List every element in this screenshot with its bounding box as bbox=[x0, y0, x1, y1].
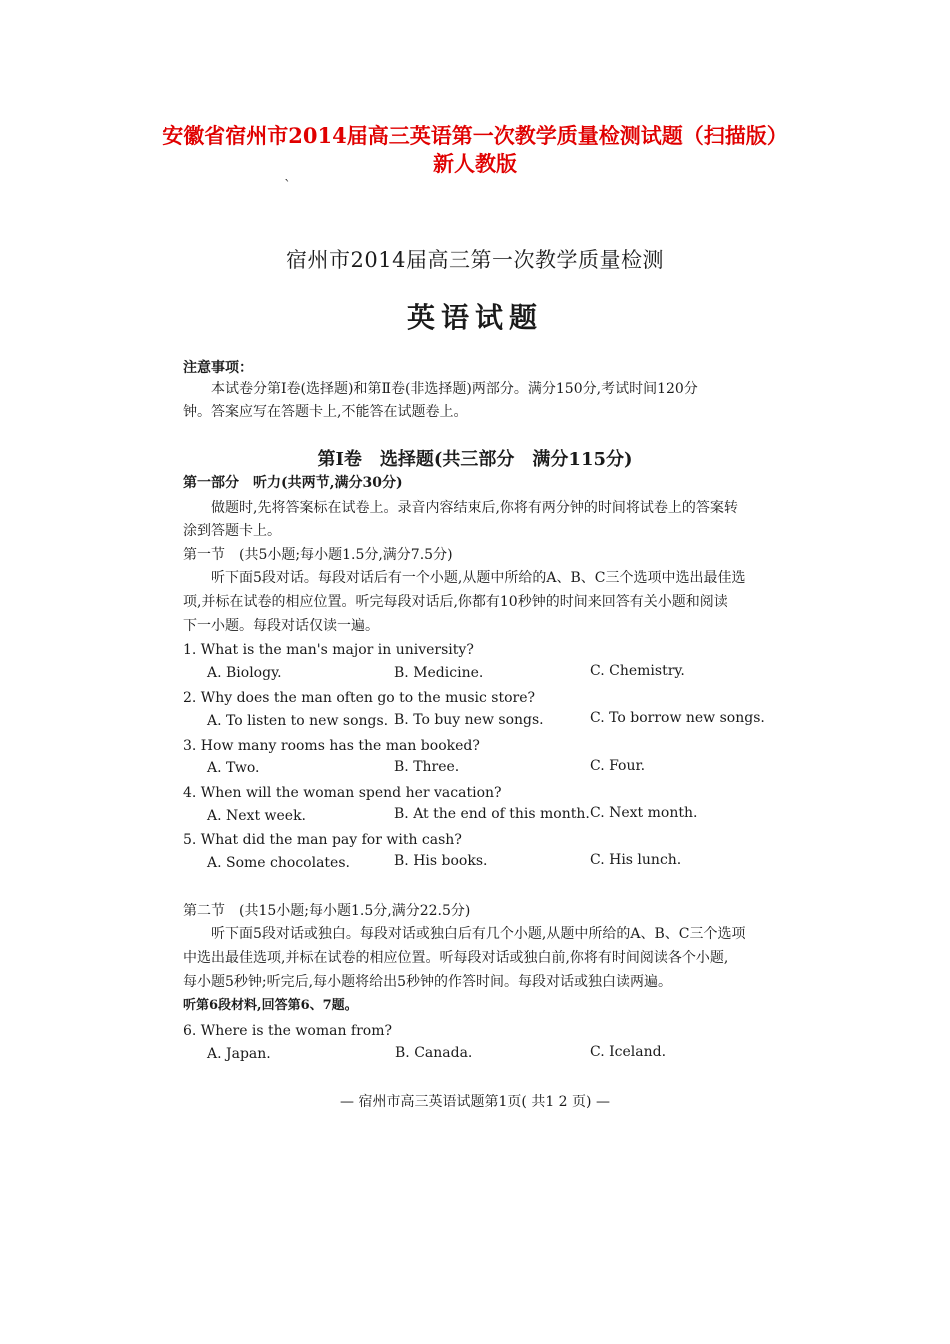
document-title-line2: 新人教版 bbox=[433, 151, 517, 176]
option-b: B. His books. bbox=[394, 853, 488, 869]
question-text: 1. What is the man's major in university? bbox=[183, 642, 474, 658]
notice-heading: 注意事项： bbox=[183, 360, 253, 376]
option-c: C. Four. bbox=[590, 758, 646, 774]
document-title-line1: 安徽省宿州市2014届高三英语第一次教学质量检测试题（扫描版） bbox=[162, 123, 788, 148]
option-a: A. Japan. bbox=[207, 1046, 271, 1062]
scan-mark: ` bbox=[284, 178, 291, 194]
option-b: B. To buy new songs. bbox=[394, 712, 544, 728]
option-b: B. Canada. bbox=[395, 1045, 473, 1061]
question-text: 3. How many rooms has the man booked? bbox=[183, 738, 480, 754]
section-instructions: 项,并标在试卷的相应位置。听完每段对话后,你都有10秒钟的时间来回答有关小题和阅读 bbox=[183, 594, 728, 610]
section-instructions: 听下面5段对话。每段对话后有一个小题,从题中所给的A、B、C三个选项中选出最佳选 bbox=[211, 570, 746, 586]
option-b: B. At the end of this month. bbox=[394, 806, 590, 822]
question-text: 5. What did the man pay for with cash? bbox=[183, 832, 462, 848]
option-b: B. Three. bbox=[394, 759, 460, 775]
exam-header: 宿州市2014届高三第一次教学质量检测 bbox=[286, 248, 664, 272]
question-text: 2. Why does the man often go to the music store? bbox=[183, 690, 536, 706]
part-intro: 做题时,先将答案标在试卷上。录音内容结束后,你将有两分钟的时间将试卷上的答案转 bbox=[211, 500, 738, 516]
question-text: 4. When will the woman spend her vacation? bbox=[183, 785, 502, 801]
option-c: C. Chemistry. bbox=[590, 663, 685, 679]
section-instructions: 中选出最佳选项,并标在试卷的相应位置。听每段对话或独白前,你将有时间阅读各个小题, bbox=[183, 950, 729, 966]
option-c: C. Next month. bbox=[590, 805, 698, 821]
option-c: C. His lunch. bbox=[590, 852, 682, 868]
material-note: 听第6段材料,回答第6、7题。 bbox=[183, 998, 358, 1013]
notice-line: 本试卷分第Ⅰ卷(选择题)和第Ⅱ卷(非选择题)两部分。满分150分,考试时间120分 bbox=[211, 381, 698, 397]
option-c: C. Iceland. bbox=[590, 1044, 667, 1060]
option-a: A. Some chocolates. bbox=[207, 855, 350, 871]
part-heading: 第一部分 听力(共两节,满分30分) bbox=[183, 475, 403, 491]
question-text: 6. Where is the woman from? bbox=[183, 1023, 393, 1039]
part-intro: 涂到答题卡上。 bbox=[183, 523, 281, 539]
notice-line: 钟。答案应写在答题卡上,不能答在试题卷上。 bbox=[183, 404, 468, 420]
option-c: C. To borrow new songs. bbox=[590, 710, 765, 726]
section-instructions: 每小题5秒钟;听完后,每小题将给出5秒钟的作答时间。每段对话或独白读两遍。 bbox=[183, 974, 672, 990]
option-a: A. Next week. bbox=[207, 808, 307, 824]
option-b: B. Medicine. bbox=[394, 665, 484, 681]
section-heading: 第一节 (共5小题;每小题1.5分,满分7.5分) bbox=[183, 547, 453, 563]
option-a: A. Two. bbox=[207, 760, 260, 776]
section-instructions: 听下面5段对话或独白。每段对话或独白后有几个小题,从题中所给的A、B、C三个选项 bbox=[211, 926, 746, 942]
option-a: A. Biology. bbox=[207, 665, 282, 681]
volume-heading: 第Ⅰ卷 选择题(共三部分 满分115分) bbox=[317, 449, 633, 470]
option-a: A. To listen to new songs. bbox=[207, 713, 389, 729]
section-heading: 第二节 (共15小题;每小题1.5分,满分22.5分) bbox=[183, 903, 471, 919]
exam-subject: 英语试题 bbox=[406, 301, 543, 334]
section-instructions: 下一小题。每段对话仅读一遍。 bbox=[183, 618, 379, 634]
page-footer: — 宿州市高三英语试题第1页( 共1 2 页) — bbox=[340, 1094, 610, 1110]
